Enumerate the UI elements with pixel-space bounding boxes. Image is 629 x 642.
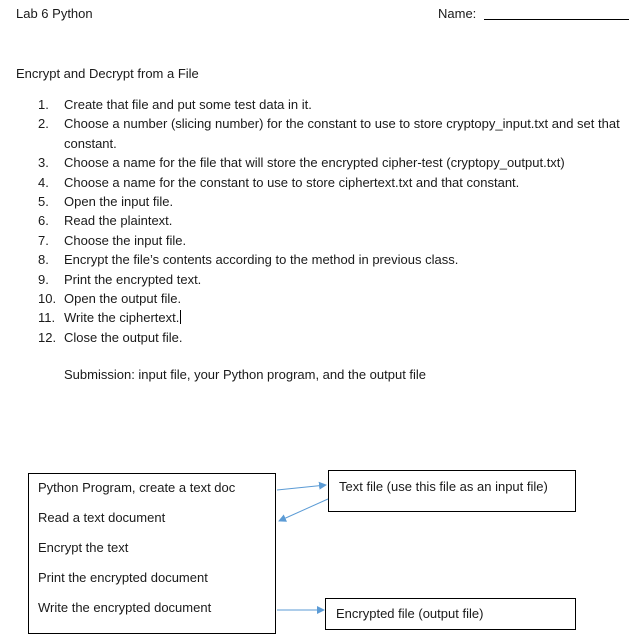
step-text: Close the output file.	[64, 329, 183, 345]
step-number: 2.	[38, 116, 49, 132]
step-text: Choose a name for the file that will store the encrypted cipher-test (cryptopy_output.txt)	[64, 155, 565, 171]
step-text: Choose the input file.	[64, 232, 187, 248]
document-title: Lab 6 Python	[16, 6, 93, 21]
step-text: Open the output file.	[64, 291, 182, 307]
step-number: 5.	[38, 194, 49, 210]
step-text: Encrypt the file’s contents according to the method in previous class.	[64, 252, 459, 268]
step-number: 6.	[38, 213, 49, 229]
step-number: 10.	[38, 291, 57, 307]
step-text: Choose a number (slicing number) for the constant to use to store cryptopy_input.txt and set that constant.	[64, 116, 620, 151]
step-number: 3.	[38, 155, 49, 171]
arrow-program-to-textfile	[277, 485, 326, 490]
program-line: Write the encrypted document	[38, 600, 212, 615]
step-text: Open the input file.	[64, 194, 174, 210]
step-number: 1.	[38, 97, 49, 112]
program-line: Read a text document	[38, 510, 166, 525]
step-number: 12.	[38, 329, 57, 345]
step-number: 8.	[38, 252, 49, 268]
step-text-content: Write the ciphertext.	[64, 310, 180, 326]
submission-note: Submission: input file, your Python program, and the output file	[64, 367, 427, 382]
encrypted-file-label: Encrypted file (output file)	[336, 606, 484, 621]
name-label: Name:	[438, 6, 477, 21]
program-line: Python Program, create a text doc	[38, 480, 236, 495]
program-line: Print the encrypted document	[38, 570, 208, 585]
program-line: Encrypt the text	[38, 540, 129, 555]
step-text: Choose a name for the constant to use to store ciphertext.txt and that constant.	[64, 174, 520, 190]
step-number: 7.	[38, 232, 49, 248]
step-number: 4.	[38, 174, 49, 190]
step-number: 11.	[38, 310, 56, 326]
arrow-textfile-to-program	[279, 499, 328, 521]
step-text: Print the encrypted text.	[64, 271, 202, 287]
step-number: 9.	[38, 271, 49, 287]
section-title: Encrypt and Decrypt from a File	[16, 66, 199, 81]
text-file-label: Text file (use this file as an input file)	[339, 479, 548, 494]
step-text: Read the plaintext.	[64, 213, 173, 229]
step-text: Create that file and put some test data in it.	[64, 97, 312, 112]
